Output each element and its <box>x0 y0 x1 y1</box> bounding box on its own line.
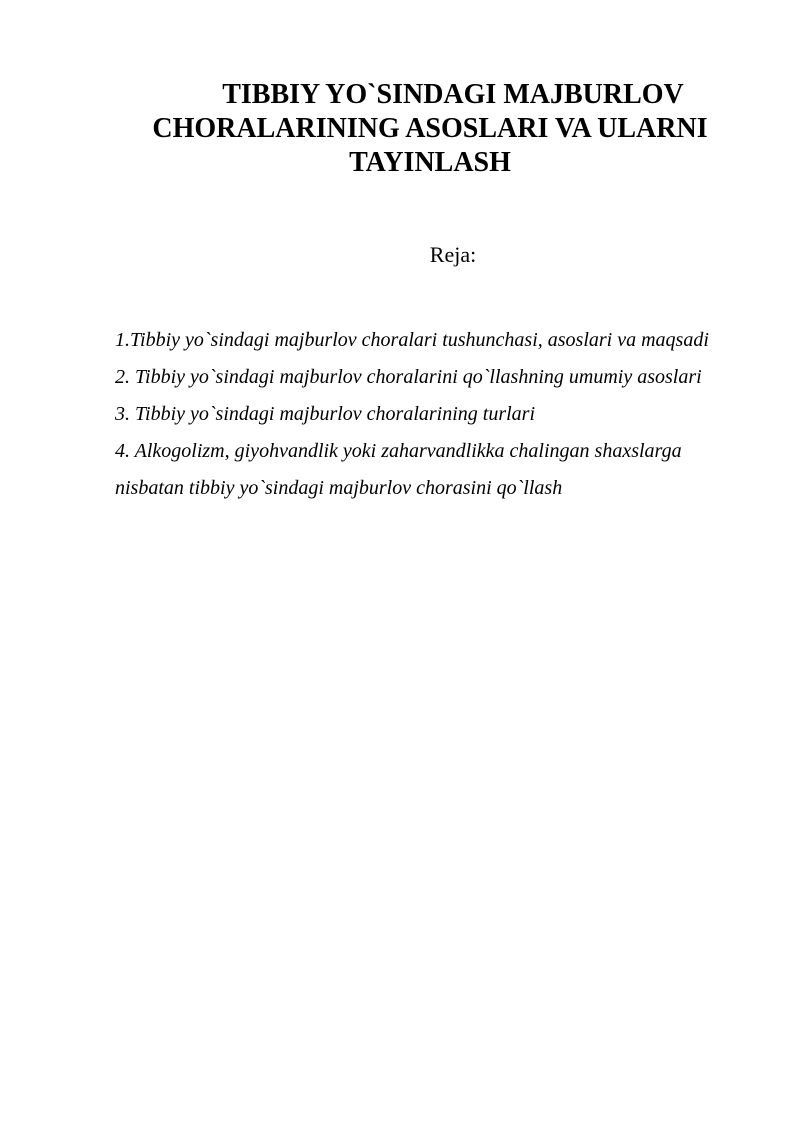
title-line: TIBBIY YO`SINDAGI MAJBURLOV <box>222 79 684 110</box>
plan-item: 2. Tibbiy yo`sindagi majburlov choralarini qo`llashning umumiy asoslari <box>115 366 702 388</box>
document-title <box>110 78 750 180</box>
title-line: TAYINLASH <box>349 147 511 178</box>
plan-list <box>115 322 755 507</box>
plan-heading: Reja: <box>429 242 477 267</box>
plan-item: 1.Tibbiy yo`sindagi majburlov choralari tushunchasi, asoslari va maqsadi <box>115 329 709 351</box>
title-line: CHORALARINING ASOSLARI VA ULARNI <box>152 113 708 144</box>
plan-item: 4. Alkogolizm, giyohvandlik yoki zaharvandlikka chalingan shaxslarga nisbatan tibbiy yo`sindagi majburlov chorasini qo`llash <box>115 440 682 499</box>
plan-item: 3. Tibbiy yo`sindagi majburlov choralarining turlari <box>115 403 536 425</box>
